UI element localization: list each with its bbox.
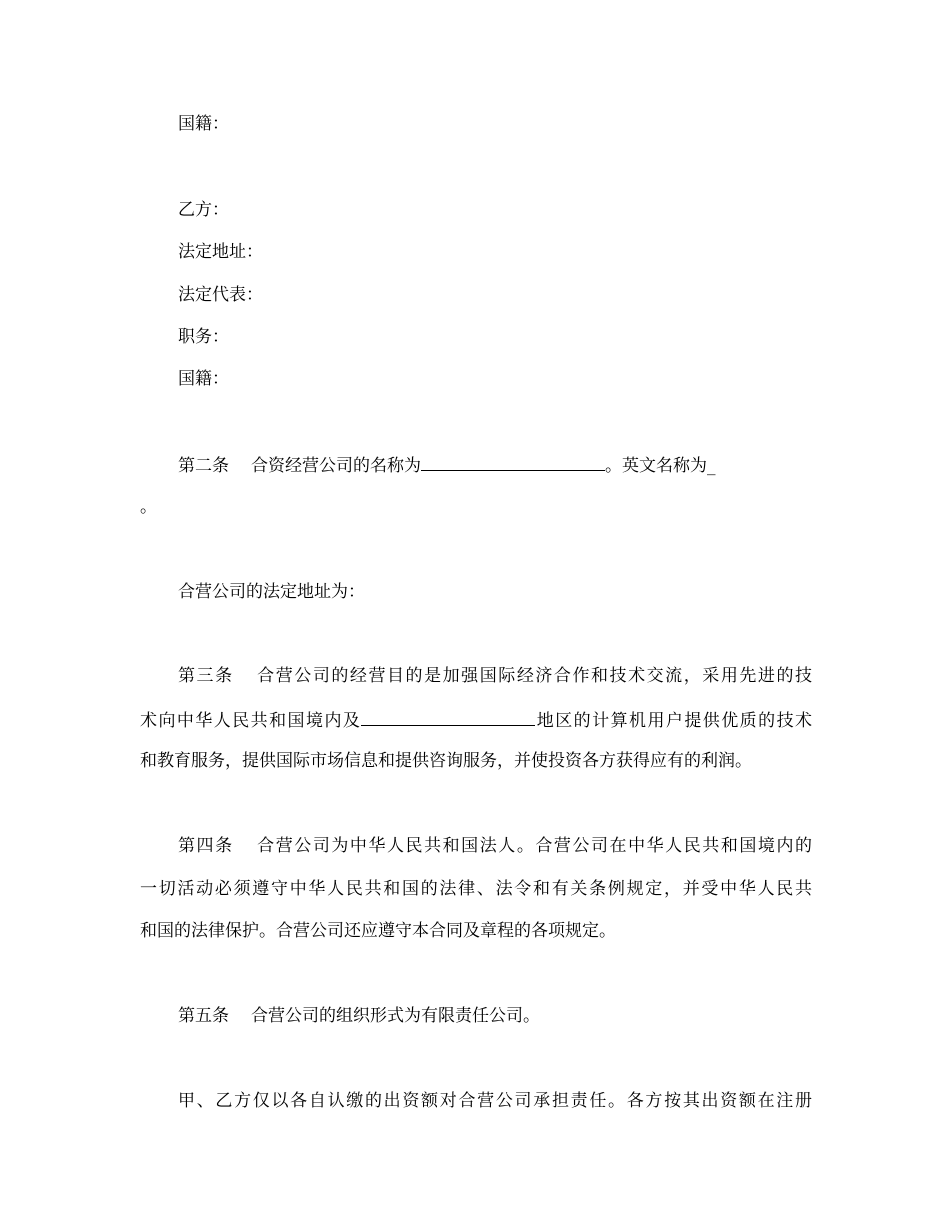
article-2-underscore: _ <box>707 456 716 476</box>
article-4-line-2: 一切活动必须遵守中华人民共和国的法律、法令和有关条例规定，并受中华人民共 <box>140 879 812 899</box>
article-4-line-1 <box>178 834 812 858</box>
article-3-text-2b: 地区的计算机用户提供优质的技术 <box>535 711 813 731</box>
article-5-label: 第五条 <box>178 1006 229 1026</box>
article-5 <box>178 1004 540 1028</box>
article-4-text-1: 合营公司为中华人民共和国法人。合营公司在中华人民共和国境内的 <box>255 836 813 856</box>
article-4-line-3: 和国的法律保护。合营公司还应遵守本合同及章程的各项规定。 <box>140 921 616 941</box>
company-name-blank <box>421 452 605 471</box>
article-4-label: 第四条 <box>178 836 234 856</box>
article-2-text: 合资经营公司的名称为 <box>251 456 421 476</box>
article-3-line-2 <box>140 707 812 731</box>
party-b-title: 乙方： <box>178 200 229 220</box>
article-3-line-1 <box>178 664 812 688</box>
party-b-position: 职务： <box>178 327 229 347</box>
article-3-label: 第三条 <box>178 666 234 686</box>
article-5-text: 合营公司的组织形式为有限责任公司。 <box>251 1006 540 1026</box>
article-3-text-1: 合营公司的经营目的是加强国际经济合作和技术交流，采用先进的技 <box>255 666 813 686</box>
article-2-english: 。英文名称为 <box>605 456 707 476</box>
party-b-nationality: 国籍： <box>178 369 229 389</box>
article-3-text-2a: 术向中华人民共和国境内及 <box>140 711 362 731</box>
liability-line-1: 甲、乙方仅以各自认缴的出资额对合营公司承担责任。各方按其出资额在注册 <box>178 1091 812 1111</box>
party-a-nationality: 国籍： <box>178 114 229 134</box>
party-b-address: 法定地址： <box>178 242 263 262</box>
party-b-representative: 法定代表： <box>178 285 263 305</box>
article-3-line-3: 和教育服务，提供国际市场信息和提供咨询服务，并使投资各方获得应有的利润。 <box>140 751 752 771</box>
region-blank <box>361 707 535 726</box>
article-2 <box>178 452 716 476</box>
legal-address-line: 合营公司的法定地址为： <box>178 582 365 602</box>
article-2-label: 第二条 <box>178 456 229 476</box>
article-2-end: 。 <box>140 497 157 517</box>
